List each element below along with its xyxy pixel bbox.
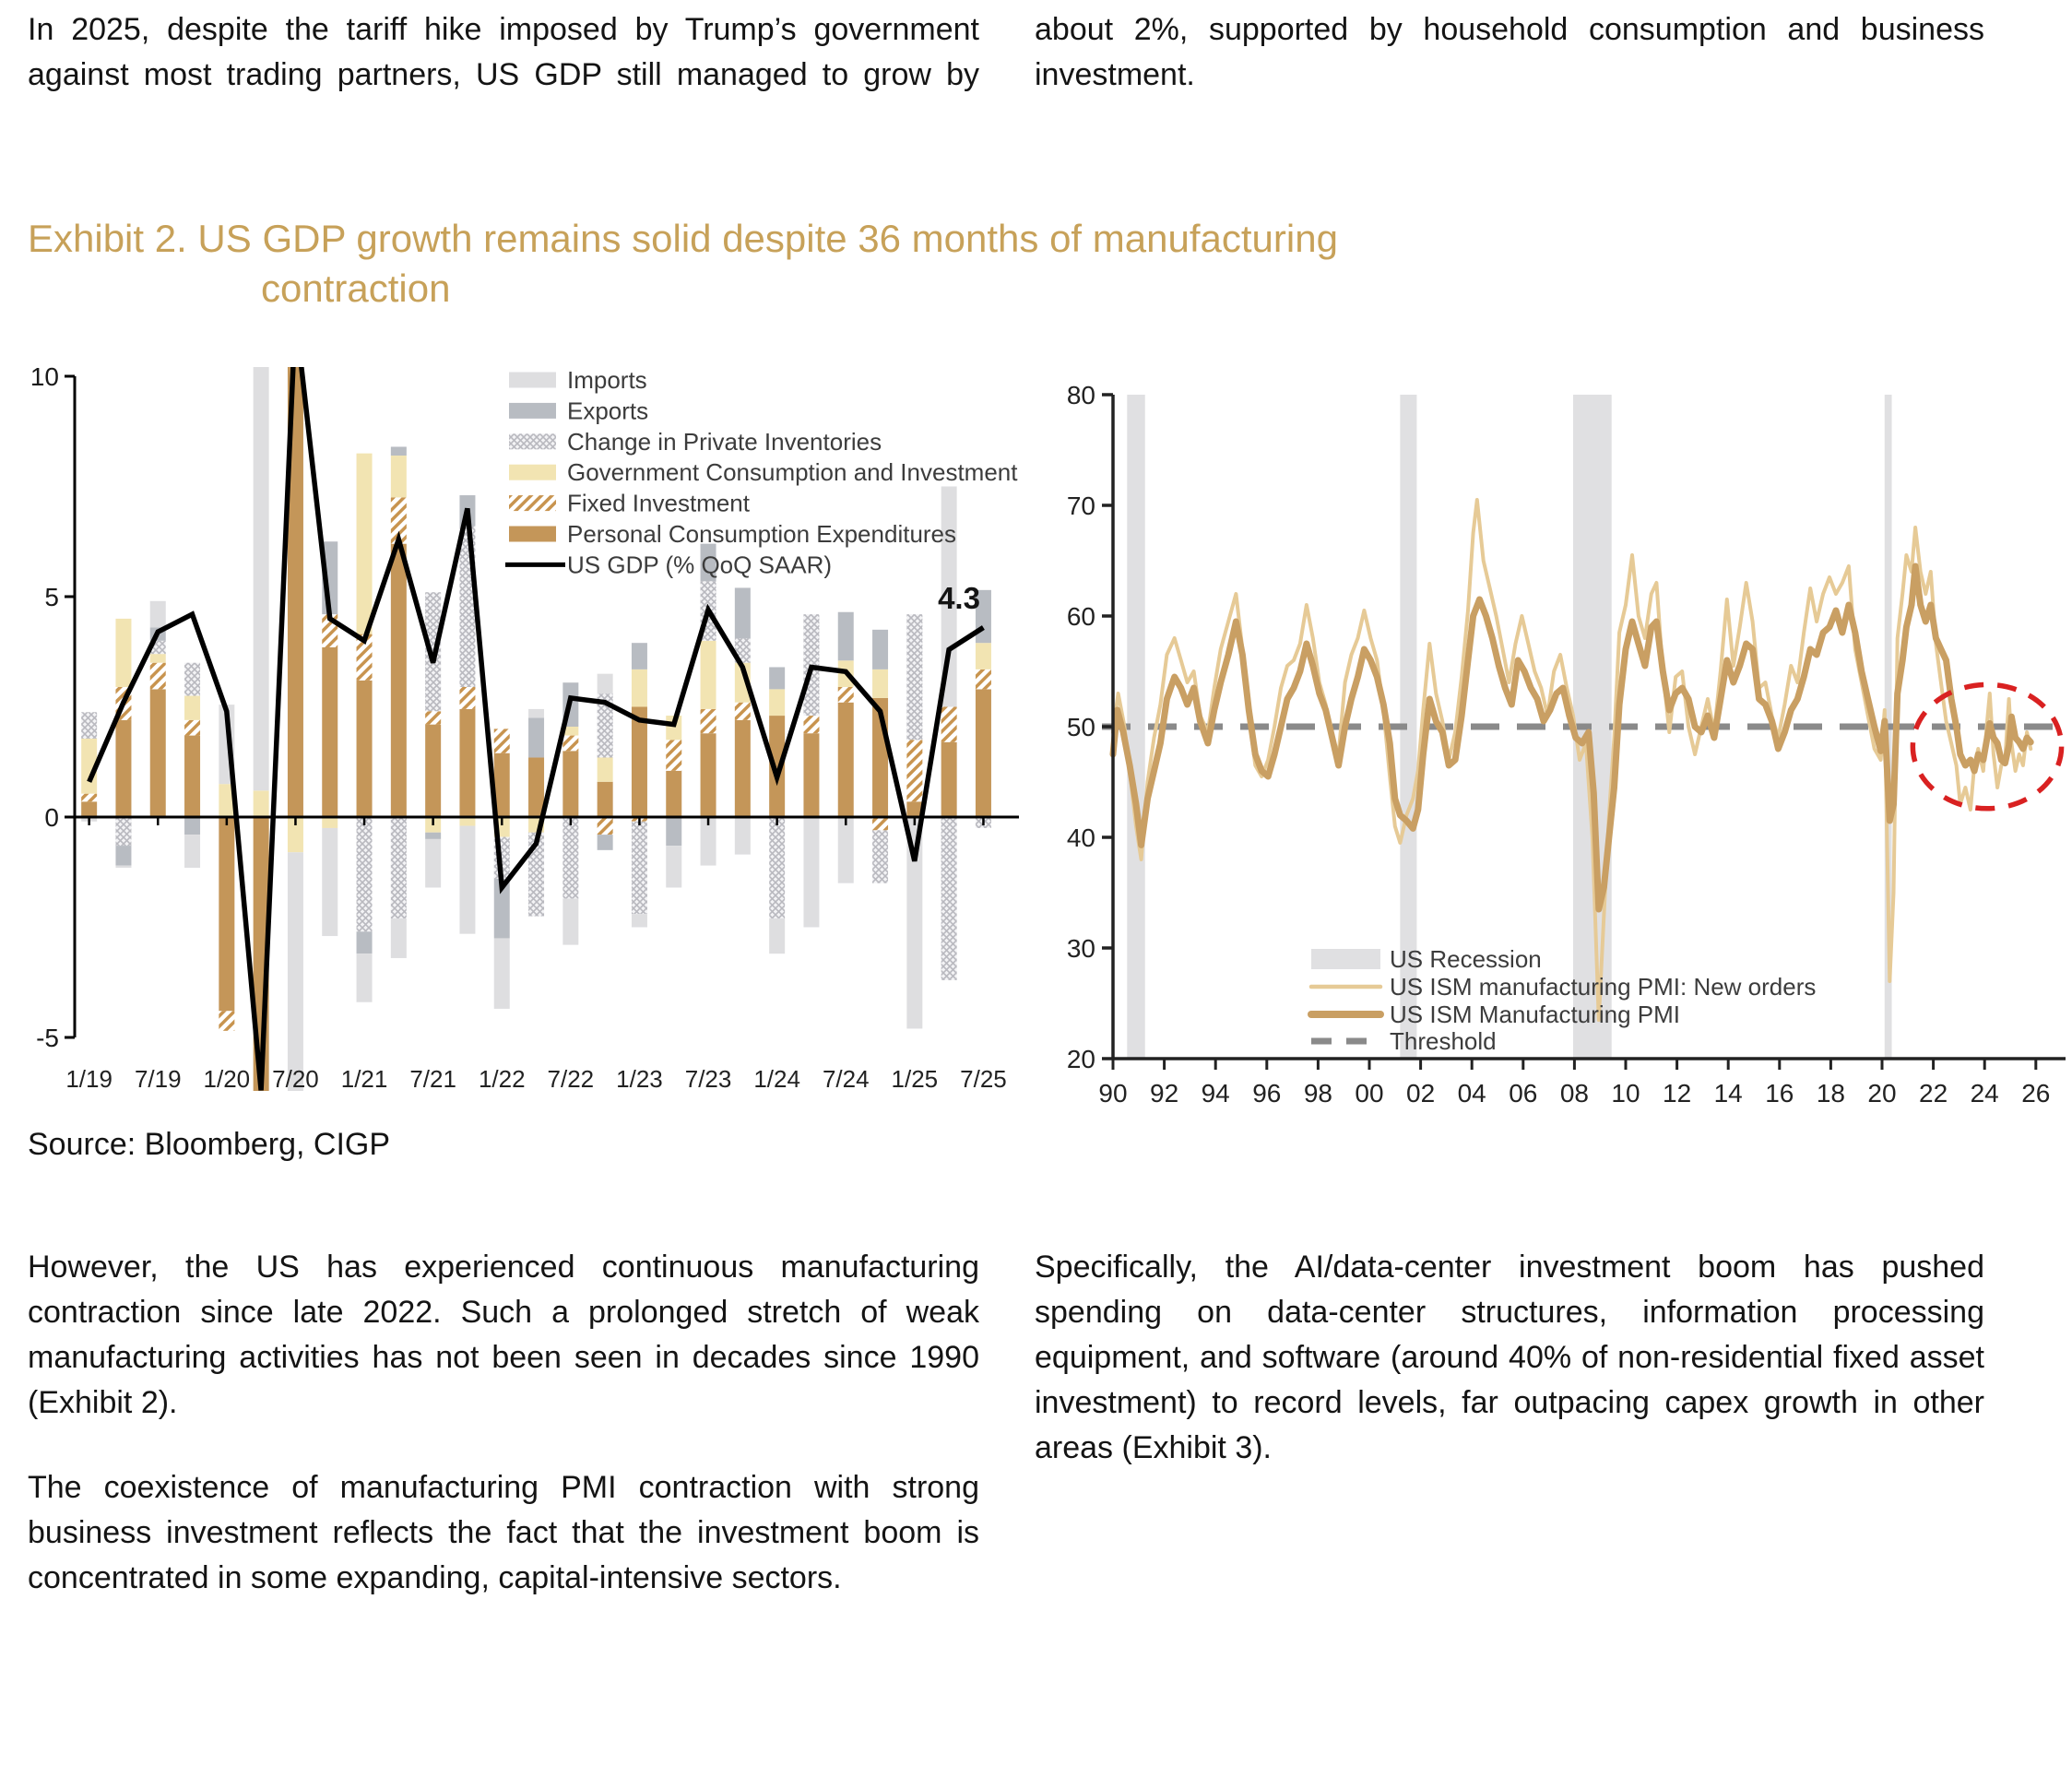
gdp-components-chart-canvas	[14, 353, 1051, 1132]
bar-segment	[322, 647, 337, 817]
bar-segment	[906, 614, 922, 740]
bar-segment	[184, 736, 200, 817]
x-tick-label: 02	[1406, 1079, 1436, 1108]
legend-label: Government Consumption and Investment	[567, 458, 1018, 487]
legend-swatch	[509, 495, 556, 511]
bar-segment	[598, 674, 613, 694]
x-tick-label: 04	[1457, 1079, 1486, 1108]
x-tick-label: 1/22	[478, 1065, 526, 1093]
body-column-left	[28, 1245, 979, 1601]
x-tick-label: 1/23	[616, 1065, 663, 1093]
x-tick-label: 16	[1765, 1079, 1794, 1108]
bar-segment	[562, 898, 578, 944]
source-note: Source: Bloomberg, CIGP	[28, 1127, 391, 1162]
bar-segment	[115, 846, 131, 866]
bar-segment	[425, 833, 441, 839]
bar-segment	[391, 456, 407, 497]
x-tick-label: 1/19	[65, 1065, 112, 1093]
bar-segment	[322, 828, 337, 936]
bar-segment	[150, 654, 166, 663]
bar-segment	[459, 687, 475, 709]
bar-segment	[562, 817, 578, 898]
legend-label: US ISM Manufacturing PMI	[1390, 1001, 1680, 1028]
bar-segment	[219, 817, 234, 1011]
body-paragraph-2: The coexistence of manufacturing PMI contraction with strong business investment reflects the fact that the investment boom is concentrated in some expanding, capital-intensive sectors.	[28, 1470, 979, 1595]
legend-label: Imports	[567, 366, 647, 394]
bar-segment	[769, 918, 785, 954]
bar-segment	[769, 817, 785, 918]
bar-segment	[632, 669, 647, 707]
bar-segment	[81, 801, 97, 817]
bar-segment	[150, 601, 166, 628]
ism-pmi-chart-canvas	[1060, 353, 2072, 1128]
bar-segment	[115, 619, 131, 687]
bar-segment	[115, 817, 131, 846]
bar-segment	[872, 630, 888, 669]
bar-segment	[184, 720, 200, 736]
bar-segment	[528, 757, 544, 817]
bar-segment	[701, 733, 716, 817]
bar-segment	[81, 712, 97, 739]
x-tick-label: 7/21	[409, 1065, 456, 1093]
x-tick-label: 96	[1252, 1079, 1282, 1108]
bar-segment	[735, 703, 751, 720]
bar-segment	[391, 817, 407, 918]
bar-segment	[598, 757, 613, 781]
y-tick-label: 80	[1066, 381, 1095, 409]
legend-swatch	[509, 403, 556, 419]
y-tick-label: 70	[1066, 492, 1095, 520]
bar-segment	[357, 454, 373, 634]
bar-segment	[735, 817, 751, 855]
bar-segment	[872, 669, 888, 698]
bar-segment	[803, 733, 819, 817]
legend-swatch	[509, 433, 556, 449]
bar-segment	[391, 918, 407, 958]
bar-segment	[803, 716, 819, 733]
bar-segment	[357, 817, 373, 931]
exhibit-title	[28, 214, 1918, 314]
bar-segment	[391, 446, 407, 456]
body-column-right	[1035, 1245, 1984, 1471]
bar-segment	[666, 846, 681, 887]
y-tick-label: 0	[44, 803, 59, 832]
exhibit-title-line2: contraction	[261, 267, 451, 310]
bar-segment	[528, 709, 544, 718]
x-tick-label: 7/22	[547, 1065, 595, 1093]
bar-segment	[184, 696, 200, 720]
x-tick-label: 22	[1919, 1079, 1948, 1108]
y-tick-label: 40	[1066, 823, 1095, 852]
bar-segment	[357, 931, 373, 954]
x-tick-label: 1/24	[753, 1065, 800, 1093]
bar-segment	[976, 643, 991, 669]
bar-segment	[735, 720, 751, 817]
x-tick-label: 1/20	[203, 1065, 251, 1093]
bar-segment	[838, 703, 854, 817]
bar-segment	[219, 1011, 234, 1031]
legend-label: US Recession	[1390, 945, 1542, 973]
bar-segment	[562, 736, 578, 752]
bar-segment	[838, 687, 854, 703]
x-tick-label: 7/25	[960, 1065, 1007, 1093]
x-tick-label: 20	[1867, 1079, 1897, 1108]
legend-label: Exports	[567, 397, 649, 425]
legend-swatch	[509, 527, 556, 542]
bar-segment	[115, 866, 131, 868]
y-tick-label: -5	[36, 1024, 59, 1052]
bar-segment	[528, 717, 544, 757]
bar-segment	[459, 826, 475, 934]
bar-segment	[976, 689, 991, 817]
legend-band-swatch	[1311, 949, 1380, 969]
bar-segment	[598, 835, 613, 850]
bar-segment	[494, 938, 510, 1008]
legend-swatch	[509, 373, 556, 388]
legend-label: Change in Private Inventories	[567, 427, 882, 456]
bar-segment	[425, 725, 441, 817]
x-tick-label: 10	[1611, 1079, 1640, 1108]
x-tick-label: 14	[1713, 1079, 1743, 1108]
bar-segment	[494, 729, 510, 752]
bar-segment	[701, 709, 716, 733]
bar-segment	[562, 751, 578, 817]
bar-segment	[254, 790, 269, 817]
bar-segment	[666, 771, 681, 817]
bar-segment	[598, 817, 613, 835]
y-tick-label: 60	[1066, 602, 1095, 631]
bar-segment	[872, 830, 888, 883]
bar-segment	[322, 817, 337, 828]
bar-segment	[941, 707, 957, 742]
left-chart-legend	[505, 366, 1018, 578]
bar-segment	[81, 794, 97, 802]
y-tick-label: 30	[1066, 934, 1095, 963]
bar-segment	[906, 740, 922, 801]
bar-segment	[872, 817, 888, 830]
x-tick-label: 26	[2021, 1079, 2051, 1108]
bar-segment	[357, 954, 373, 1002]
legend-label: Fixed Investment	[567, 489, 750, 517]
bar-segment	[701, 641, 716, 709]
y-tick-label: 20	[1066, 1045, 1095, 1073]
bar-segment	[769, 689, 785, 716]
bar-segment	[941, 817, 957, 980]
x-tick-label: 1/25	[891, 1065, 939, 1093]
bar-segment	[632, 643, 647, 669]
bar-segment	[150, 663, 166, 690]
bar-segment	[459, 709, 475, 817]
bar-segment	[115, 720, 131, 817]
bar-segment	[357, 681, 373, 817]
x-tick-label: 7/24	[822, 1065, 870, 1093]
bar-segment	[976, 669, 991, 690]
x-tick-label: 90	[1098, 1079, 1128, 1108]
x-tick-label: 98	[1303, 1079, 1332, 1108]
bar-segment	[184, 663, 200, 696]
bar-segment	[632, 822, 647, 914]
legend-label: US GDP (% QoQ SAAR)	[567, 551, 833, 579]
x-tick-label: 1/21	[340, 1065, 388, 1093]
body-paragraph-3: Specifically, the AI/data-center investment boom has pushed spending on data-center structures, information processing equipment, and software (around 40% of non-residential fixed asset investment) to record levels, far outpacing capex growth in other areas (Exhibit 3).	[1035, 1250, 1984, 1465]
x-tick-label: 94	[1201, 1079, 1230, 1108]
bar-segment	[666, 740, 681, 770]
bar-segment	[735, 587, 751, 638]
bar-segment	[425, 711, 441, 724]
bar-segment	[941, 742, 957, 817]
bar-segment	[598, 782, 613, 817]
bar-segment	[632, 707, 647, 818]
x-tick-label: 7/19	[134, 1065, 182, 1093]
bar-segment	[391, 544, 407, 817]
bar-segment	[184, 817, 200, 835]
y-tick-label: 50	[1066, 713, 1095, 741]
bar-segment	[425, 839, 441, 888]
x-tick-label: 12	[1663, 1079, 1692, 1108]
exhibit-title-line1: Exhibit 2. US GDP growth remains solid despite 36 months of manufacturing	[28, 217, 1338, 260]
bar-segment	[769, 667, 785, 689]
y-tick-label: 5	[44, 583, 59, 611]
bar-segment	[150, 689, 166, 817]
legend-swatch	[509, 465, 556, 480]
x-tick-label: 92	[1150, 1079, 1179, 1108]
x-tick-label: 08	[1559, 1079, 1589, 1108]
bar-segment	[838, 817, 854, 883]
gdp-components-chart	[14, 353, 1051, 1137]
ism-pmi-chart	[1060, 353, 2072, 1132]
x-tick-label: 06	[1509, 1079, 1538, 1108]
legend-label: US ISM manufacturing PMI: New orders	[1390, 973, 1817, 1001]
x-tick-label: 7/20	[272, 1065, 319, 1093]
legend-label: Personal Consumption Expenditures	[567, 520, 957, 548]
x-tick-label: 7/23	[684, 1065, 732, 1093]
intro-paragraph-right: about 2%, supported by household consumption and business investment.	[1035, 12, 1984, 92]
bar-segment	[803, 817, 819, 928]
bar-segment	[184, 835, 200, 868]
bar-segment	[666, 817, 681, 846]
bar-segment	[632, 914, 647, 927]
body-paragraph-1: However, the US has experienced continuous manufacturing contraction since late 2022. Such a prolonged stretch of weak manufacturing activities has not been seen in decades since 1990 (Exhibit 2).	[28, 1250, 979, 1420]
bar-segment	[838, 612, 854, 661]
x-tick-label: 18	[1816, 1079, 1845, 1108]
right-chart-legend	[1311, 945, 1816, 1055]
y-tick-label: 10	[30, 362, 59, 391]
bar-segment	[254, 353, 269, 790]
legend-label: Threshold	[1390, 1027, 1497, 1055]
x-tick-label: 00	[1355, 1079, 1384, 1108]
gdp-end-value-label: 4.3	[938, 581, 980, 615]
x-tick-label: 24	[1970, 1079, 1999, 1108]
intro-paragraph-left: In 2025, despite the tariff hike imposed by Trump’s government against most trading partners, US GDP still managed to grow by	[28, 12, 979, 92]
